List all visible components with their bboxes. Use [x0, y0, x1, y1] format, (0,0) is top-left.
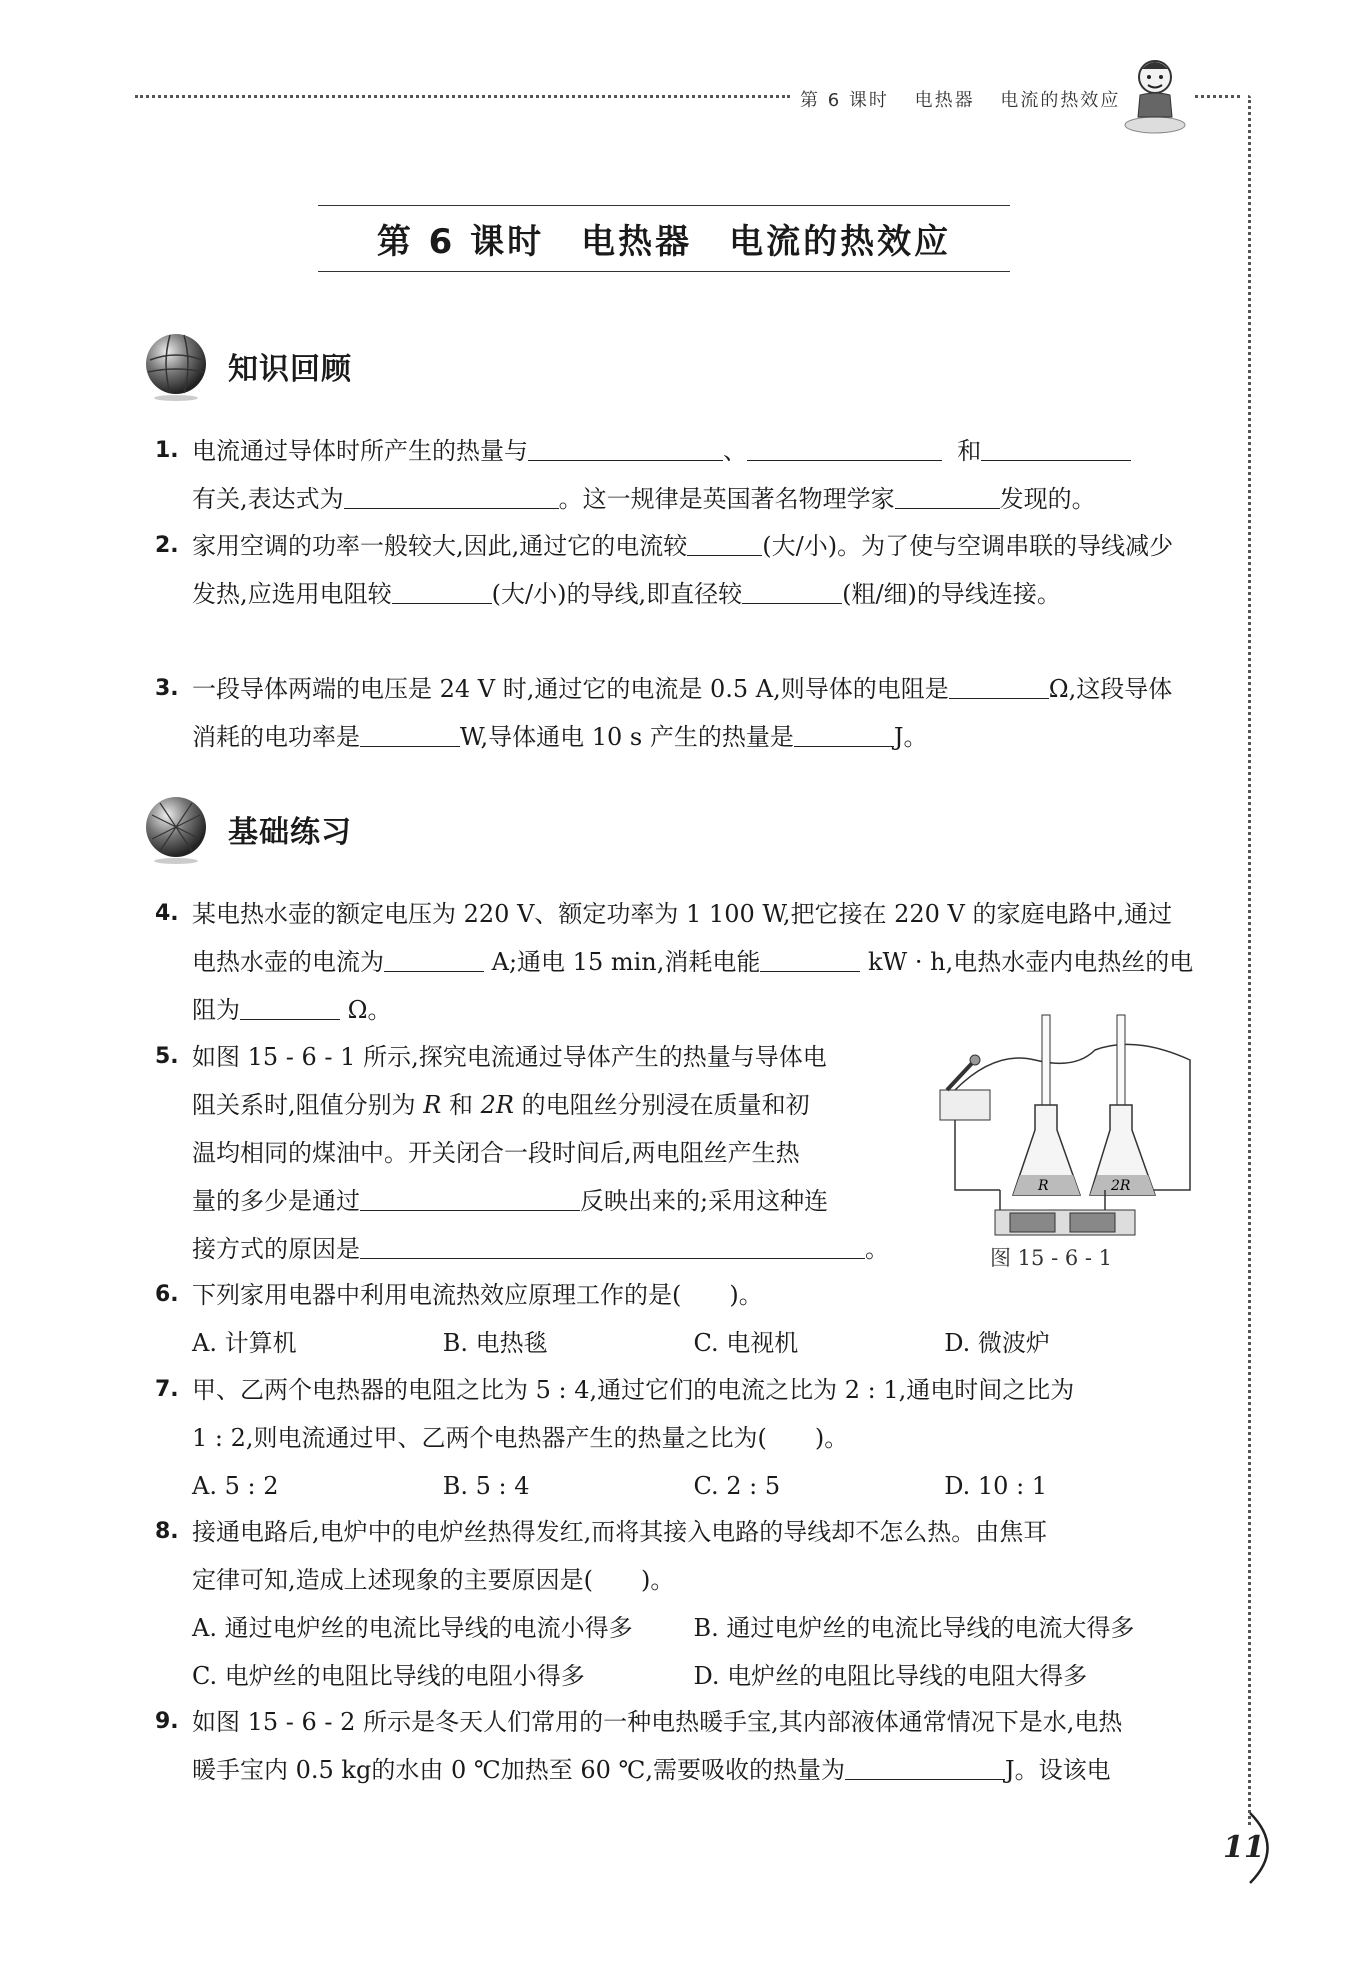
- q5-line-5b: 。: [865, 1235, 889, 1263]
- q9-line-2b: J。设该电: [1004, 1756, 1111, 1784]
- question-number: 2.: [155, 533, 179, 558]
- q5-line-2a: 阻关系时,阻值分别为: [192, 1091, 424, 1119]
- q2-text-1: 家用空调的功率一般较大,因此,通过它的电流较: [192, 532, 688, 560]
- q5-resistor-2r: 2R: [480, 1091, 514, 1119]
- question-number: 5.: [155, 1044, 179, 1069]
- q5-line-4b: 反映出来的;采用这种连: [580, 1187, 829, 1215]
- section-practice-heading: [140, 793, 352, 865]
- q6-text: 下列家用电器中利用电流热效应原理工作的是( )。: [192, 1281, 763, 1309]
- globe-icon: [140, 793, 212, 865]
- question-9: [155, 1698, 1195, 1794]
- circuit-diagram: [935, 1010, 1195, 1240]
- question-number: 9.: [155, 1709, 179, 1734]
- q8-options-row-1: [192, 1604, 1195, 1652]
- question-7: [155, 1366, 1195, 1510]
- option-d[interactable]: D. 10 : 1: [944, 1472, 1048, 1500]
- q4-blank-2[interactable]: [760, 941, 860, 972]
- q1-blank-5[interactable]: [895, 478, 1000, 509]
- question-number: 8.: [155, 1519, 179, 1544]
- lesson-title: [318, 205, 1010, 272]
- q2-text-4: (粗/细)的导线连接。: [842, 580, 1061, 608]
- q3-text-1: 一段导体两端的电压是 24 V 时,通过它的电流是 0.5 A,则导体的电阻是: [192, 675, 949, 703]
- q8-line-2: 定律可知,造成上述现象的主要原因是( )。: [192, 1566, 675, 1594]
- question-number: 1.: [155, 438, 179, 463]
- option-b[interactable]: B. 电热毯: [442, 1329, 548, 1357]
- q6-options: [192, 1319, 1195, 1367]
- q5-resistor-r: R: [423, 1091, 442, 1119]
- option-c[interactable]: C. 电炉丝的电阻比导线的电阻小得多: [192, 1662, 585, 1690]
- q7-line-2: 1 : 2,则电流通过甲、乙两个电热器产生的热量之比为( )。: [192, 1424, 849, 1452]
- q5-blank-2[interactable]: [360, 1228, 865, 1259]
- option-a[interactable]: A. 计算机: [192, 1329, 297, 1357]
- question-5: [155, 1033, 935, 1273]
- header-dotted-line: [135, 95, 790, 98]
- option-d[interactable]: D. 电炉丝的电阻比导线的电阻大得多: [693, 1662, 1088, 1690]
- q3-text-4: J。: [893, 723, 928, 751]
- q1-blank-1[interactable]: [528, 430, 723, 461]
- q2-blank-2[interactable]: [392, 573, 492, 604]
- q8-options-row-2: [192, 1652, 1195, 1700]
- figure-caption: 图 15 - 6 - 1: [990, 1246, 1113, 1270]
- q2-text-2: (大/小)。为了使与空调串联的导线减少发热,应选用电阻较: [192, 532, 1174, 608]
- q1-blank-3[interactable]: [981, 430, 1131, 461]
- q3-blank-2[interactable]: [360, 716, 460, 747]
- flask2-label: 2R: [1111, 1178, 1131, 1194]
- figure-15-6-1: [935, 1010, 1195, 1270]
- header-dotted-line-right: [1195, 95, 1240, 98]
- q1-text-5: 。这一规律是英国著名物理学家: [558, 485, 895, 513]
- q1-text-4: 有关,表达式为: [192, 485, 344, 513]
- option-d[interactable]: D. 微波炉: [944, 1329, 1050, 1357]
- question-8: [155, 1508, 1195, 1700]
- q9-line-2a: 暖手宝内 0.5 kg的水由 0 ℃加热至 60 ℃,需要吸收的热量为: [192, 1756, 845, 1784]
- q5-line-1: 如图 15 - 6 - 1 所示,探究电流通过导体产生的热量与导体电: [192, 1043, 827, 1071]
- question-number: 3.: [155, 676, 179, 701]
- q1-blank-2[interactable]: [747, 430, 942, 461]
- mascot-icon: [1120, 55, 1190, 135]
- q3-blank-1[interactable]: [949, 668, 1049, 699]
- side-dotted-line: [1248, 95, 1251, 1825]
- q1-text-6: 发现的。: [999, 485, 1096, 513]
- question-number: 4.: [155, 901, 179, 926]
- question-number: 7.: [155, 1377, 179, 1402]
- lesson-title-text: 第 6 课时 电热器 电流的热效应: [376, 222, 952, 262]
- q2-blank-1[interactable]: [687, 525, 762, 556]
- section-practice-label: 基础练习: [228, 815, 352, 850]
- q1-blank-4[interactable]: [344, 478, 559, 509]
- q3-text-2: Ω,这段导体消耗的电功率是: [192, 675, 1173, 751]
- header-topic1: 电热器: [914, 90, 975, 111]
- q4-text-1: 某电热水壶的额定电压为 220 V、额定功率为 1 100 W,把它接在 220 V 的家庭电路中,通过电热水壶的电流为: [192, 900, 1173, 976]
- header-lesson: 第 6 课时: [800, 90, 889, 111]
- q1-text-1: 电流通过导体时所产生的热量与: [192, 437, 528, 465]
- q1-text-2: 、: [723, 437, 747, 465]
- q5-line-4a: 量的多少是通过: [192, 1187, 360, 1215]
- question-1: [155, 427, 1195, 523]
- q4-text-2: A;通电 15 min,消耗电能: [491, 948, 761, 976]
- q9-blank-1[interactable]: [845, 1749, 1005, 1780]
- option-c[interactable]: C. 电视机: [693, 1329, 799, 1357]
- option-b[interactable]: B. 通过电炉丝的电流比导线的电流大得多: [693, 1614, 1135, 1642]
- q5-line-3: 温均相同的煤油中。开关闭合一段时间后,两电阻丝产生热: [192, 1139, 800, 1167]
- q4-text-3: kW · h,电热水壶内电热丝的电阻为: [192, 948, 1194, 1024]
- q7-line-1: 甲、乙两个电热器的电阻之比为 5 : 4,通过它们的电流之比为 2 : 1,通电时间之比为: [192, 1376, 1075, 1404]
- q4-blank-3[interactable]: [240, 989, 340, 1020]
- q1-text-3: 和: [957, 437, 982, 465]
- q3-text-3: W,导体通电 10 s 产生的热量是: [460, 723, 794, 751]
- section-review-label: 知识回顾: [228, 352, 352, 387]
- q5-line-2b: 和: [441, 1091, 481, 1119]
- q5-line-2c: 的电阻丝分别浸在质量和初: [513, 1091, 810, 1119]
- flask1-label: R: [1038, 1178, 1049, 1194]
- question-2: [155, 522, 1195, 618]
- option-a[interactable]: A. 5 : 2: [192, 1472, 279, 1500]
- question-3: [155, 665, 1195, 761]
- q4-text-4: Ω。: [347, 996, 392, 1024]
- page-number-badge: [1195, 1808, 1285, 1888]
- q3-blank-3[interactable]: [794, 716, 894, 747]
- q5-line-5a: 接方式的原因是: [192, 1235, 360, 1263]
- option-a[interactable]: A. 通过电炉丝的电流比导线的电流小得多: [192, 1614, 633, 1642]
- q2-text-3: (大/小)的导线,即直径较: [491, 580, 743, 608]
- question-number: 6.: [155, 1282, 179, 1307]
- header-topic2: 电流的热效应: [1000, 90, 1121, 111]
- option-b[interactable]: B. 5 : 4: [442, 1472, 530, 1500]
- globe-icon: [140, 330, 212, 402]
- q9-line-1: 如图 15 - 6 - 2 所示是冬天人们常用的一种电热暖手宝,其内部液体通常情况下是水,电热: [192, 1708, 1123, 1736]
- question-6: [155, 1271, 1195, 1367]
- q7-options: [192, 1462, 1195, 1510]
- q8-line-1: 接通电路后,电炉中的电炉丝热得发红,而将其接入电路的导线却不怎么热。由焦耳: [192, 1518, 1048, 1546]
- option-c[interactable]: C. 2 : 5: [693, 1472, 781, 1500]
- running-header: [800, 86, 1138, 112]
- q4-blank-1[interactable]: [384, 941, 484, 972]
- page-number: 11: [1223, 1830, 1265, 1865]
- q2-blank-3[interactable]: [742, 573, 842, 604]
- section-review-heading: [140, 330, 352, 402]
- q5-blank-1[interactable]: [360, 1180, 580, 1211]
